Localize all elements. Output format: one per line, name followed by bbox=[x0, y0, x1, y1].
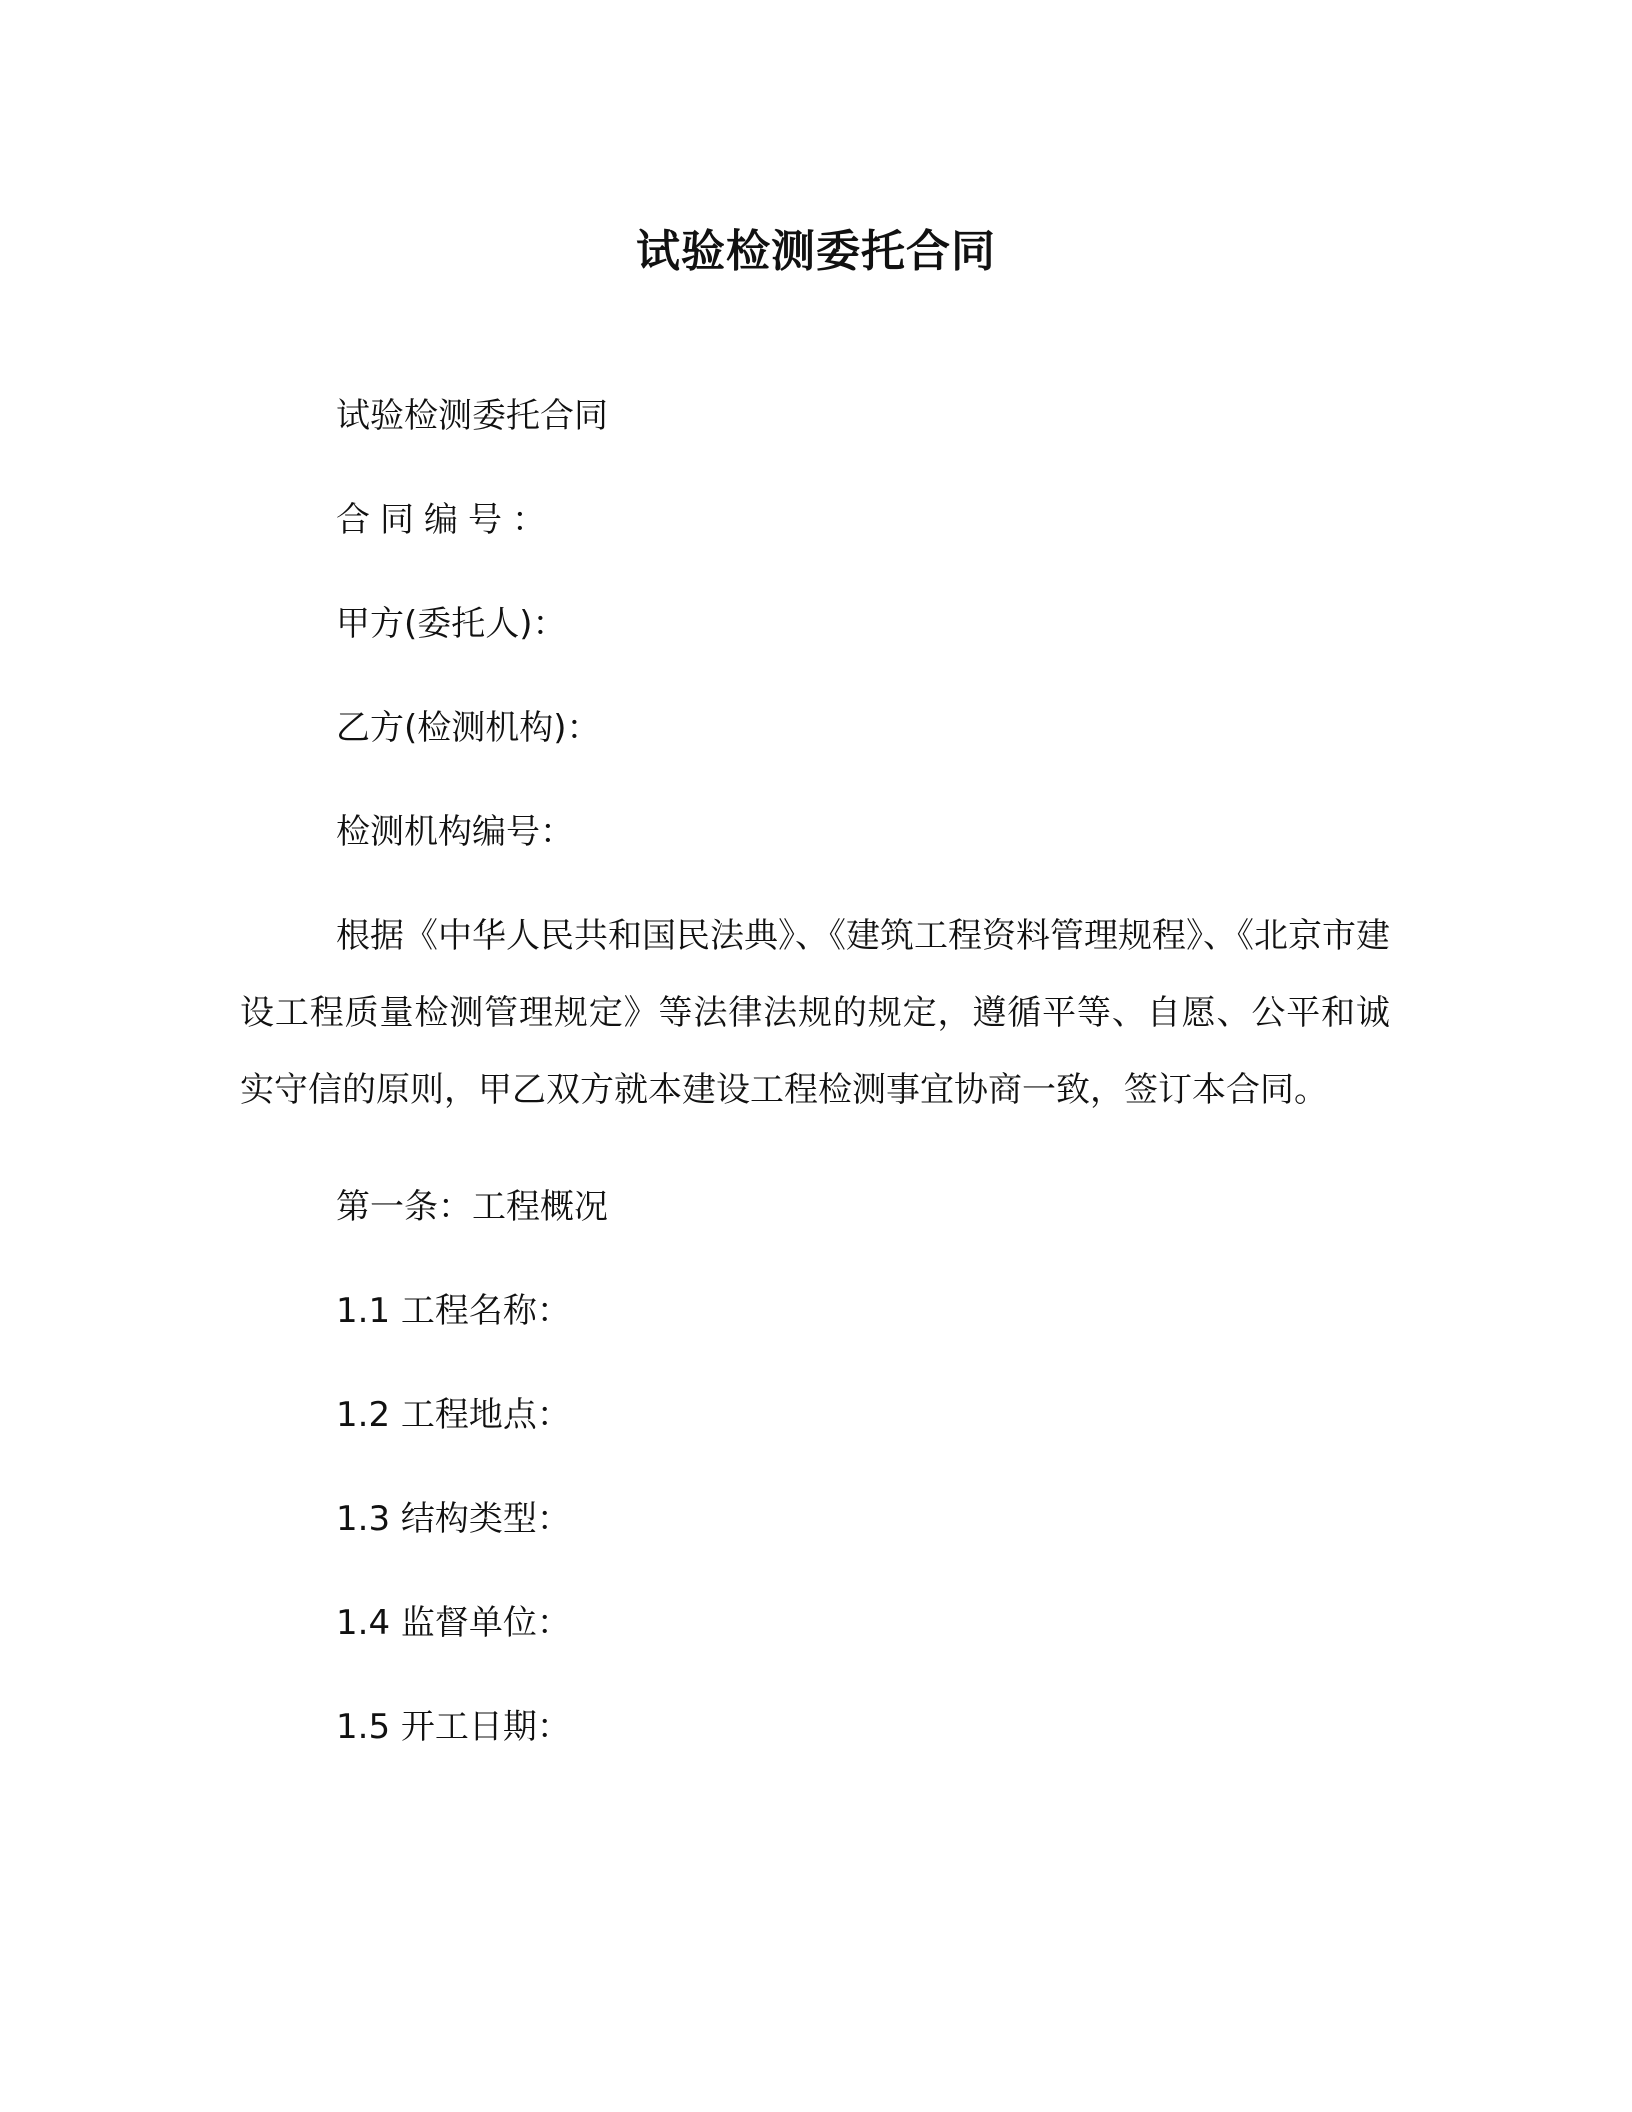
document-title: 试验检测委托合同 bbox=[636, 226, 996, 277]
document-body bbox=[240, 390, 1390, 1805]
list-item: 1.2 工程地点： bbox=[336, 1395, 571, 1435]
list-item: 1.1 工程名称： bbox=[336, 1291, 571, 1331]
list-item: 1.5 开工日期： bbox=[336, 1707, 571, 1747]
article-1-title: 第一条：工程概况 bbox=[336, 1187, 608, 1227]
list-item: 1.4 监督单位： bbox=[336, 1603, 571, 1643]
preamble-paragraph: 根据《中华人民共和国民法典》、《建筑工程资料管理规程》、《北京市建设工程质量检测管理规定》等法律法规的规定，遵循平等、自愿、公平和诚实守信的原则，甲乙双方就本建设工程检测事宜协商一致，签订本合同。 bbox=[240, 916, 1390, 1110]
party-b-label: 乙方(检测机构)： bbox=[336, 708, 601, 748]
subtitle: 试验检测委托合同 bbox=[336, 396, 608, 436]
contract-number-label: 合同编号： bbox=[336, 500, 556, 540]
party-a-label: 甲方(委托人)： bbox=[336, 604, 567, 644]
list-item: 1.3 结构类型： bbox=[336, 1499, 571, 1539]
agency-number-label: 检测机构编号： bbox=[336, 812, 574, 852]
